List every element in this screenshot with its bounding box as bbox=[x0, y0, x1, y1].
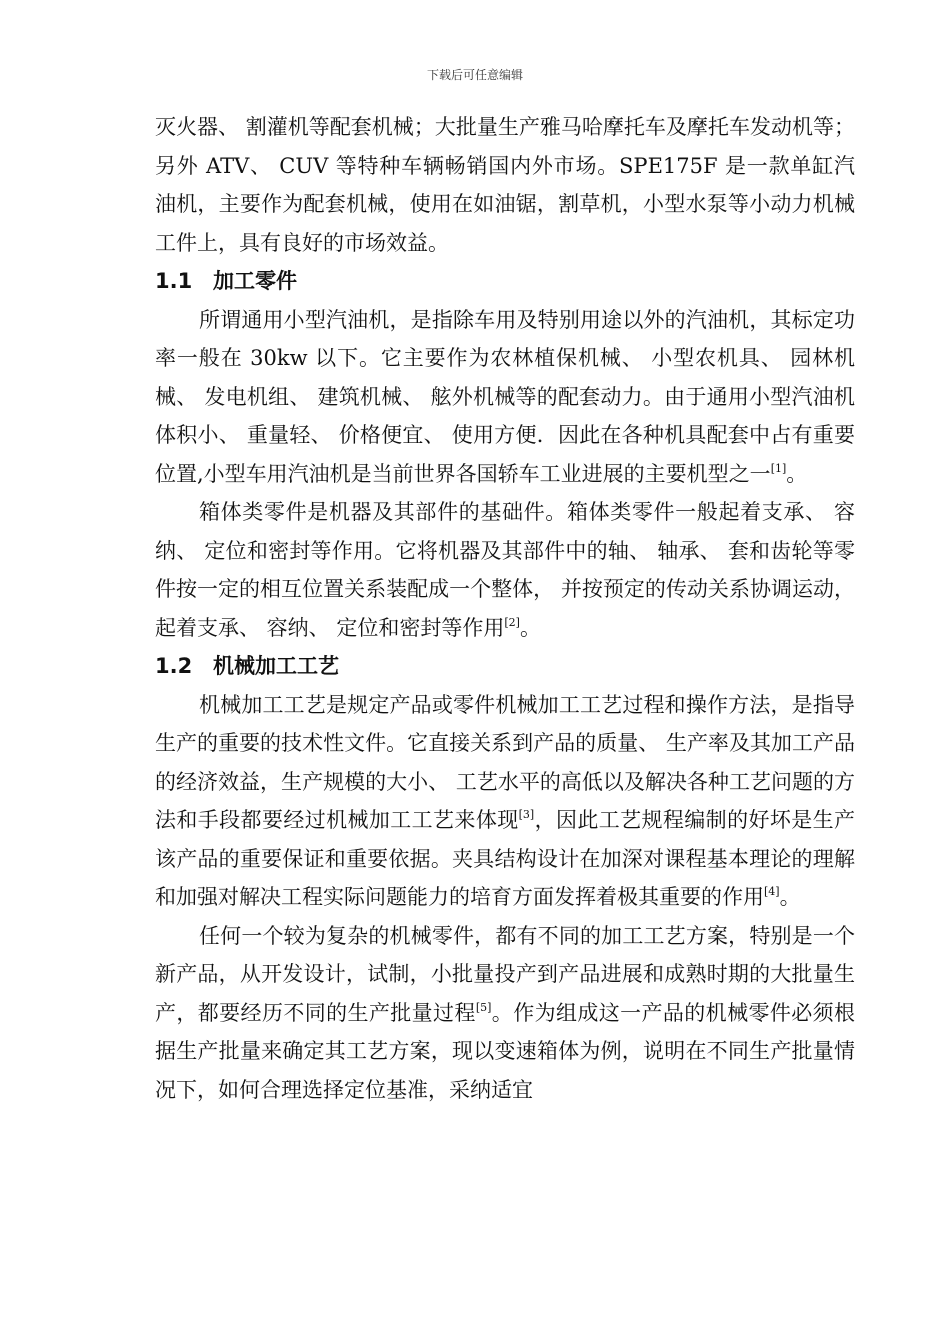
paragraph-text: 任何一个较为复杂的机械零件，都有不同的加工工艺方案，特别是一个新产品，从开发设计，试制，小批量投产到产品进展和成熟时期的大批量生产，都要经历不同的生产批量过程 bbox=[155, 923, 855, 1025]
paragraph-text: 所谓通用小型汽油机，是指除车用及特别用途以外的汽油机，其标定功率一般在 30kw 以下。它主要作为农林植保机械、 小型农机具、 园林机械、 发电机组、 建筑机械、 舷外机械等的配套动力。由于通用小型汽油机体积小、 重量轻、 价格便宜、 使用方便．因此在各种机具配套中占有重要位置,小型车用汽油机是当前世界各国轿车工业进展的主要机型之一 bbox=[155, 307, 855, 486]
paragraph-end: 。 bbox=[779, 885, 801, 909]
paragraph-box-parts bbox=[155, 493, 855, 647]
paragraph-end: 。 bbox=[519, 615, 541, 640]
section-heading-1-2 bbox=[155, 647, 855, 686]
citation-ref: [5] bbox=[475, 1000, 492, 1014]
paragraph-process bbox=[155, 686, 855, 917]
paragraph-end: 。 bbox=[786, 461, 808, 486]
section-number: 1.1 bbox=[155, 269, 193, 293]
document-body bbox=[155, 108, 855, 1109]
citation-ref: [3] bbox=[518, 808, 535, 821]
paragraph-text: 机械加工工艺是规定产品或零件机械加工工艺过程和操作方法，是指导生产的重要的技术性文件。它直接关系到产品的质量、 生产率及其加工产品的经济效益，生产规模的大小、 工艺水平的高低以及解决各种工艺问题的方法和手段都要经过机械加工工艺来体现 bbox=[155, 692, 855, 832]
paragraph-text: 灭火器、 割灌机等配套机械；大批量生产雅马哈摩托车及摩托车发动机等；另外 ATV、 CUV 等特种车辆畅销国内外市场。SPE175F 是一款单缸汽油机，主要作为配套机械，使用在如油锯，割草机，小型水泵等小动力机械工件上，具有良好的市场效益。 bbox=[155, 115, 855, 255]
paragraph-text: 。作为组成这一产品的机械零件必须根据生产批量来确定其工艺方案，现以变速箱体为例，说明在不同生产批量情况下，如何合理选择定位基准，采纳适宜 bbox=[155, 1000, 856, 1102]
citation-ref: [2] bbox=[504, 615, 520, 629]
section-heading-1-1 bbox=[155, 262, 855, 301]
paragraph-text: ，因此工艺规程编制的好坏是生产该产品的重要保证和重要依据。夹具结构设计在加深对课程基本理论的理解和加强对解决工程实际问题能力的培育方面发挥着极其重要的作用 bbox=[155, 808, 856, 909]
paragraph-text: 箱体类零件是机器及其部件的基础件。箱体类零件一般起着支承、 容纳、 定位和密封等作用。它将机器及其部件中的轴、 轴承、 套和齿轮等零件按一定的相互位置关系装配成一个整体， 并按预定的传动关系协调运动，起着支承、 容纳、 定位和密封等作用 bbox=[155, 500, 855, 640]
page-header: 下载后可任意编辑 bbox=[426, 68, 523, 82]
paragraph-small-engine bbox=[155, 301, 855, 494]
section-title: 加工零件 bbox=[213, 269, 297, 293]
section-number: 1.2 bbox=[155, 654, 193, 678]
citation-ref: [1] bbox=[770, 461, 787, 475]
citation-ref: [4] bbox=[764, 885, 780, 898]
paragraph-intro bbox=[155, 108, 855, 262]
paragraph-production bbox=[155, 917, 855, 1110]
section-title: 机械加工工艺 bbox=[213, 654, 339, 678]
